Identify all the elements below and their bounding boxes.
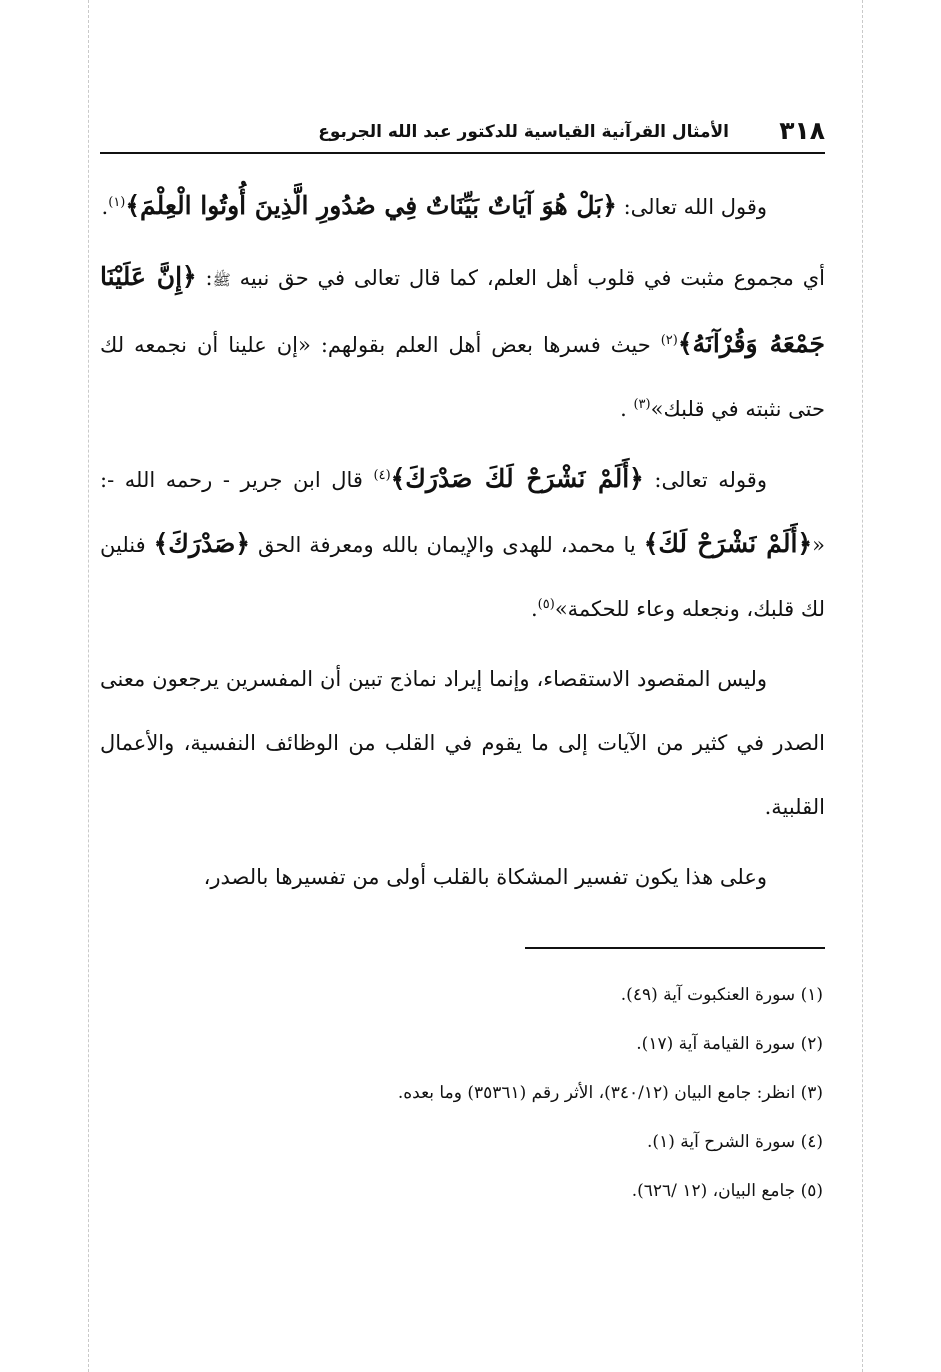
- footnote: (٢) سورة القيامة آية (١٧).: [636, 1034, 823, 1054]
- paragraph-text: .: [101, 195, 109, 219]
- paragraph: وليس المقصود الاستقصاء، وإنما إيراد نماذج تبين أن المفسرين يرجعون معنى الصدر في كثير من الآيات إلى ما يقوم في القلب من الوظائف النفسية، والأعمال القلبية.: [100, 667, 825, 819]
- paragraph-text: .: [530, 597, 538, 621]
- page-number: ٣١٨: [779, 116, 825, 145]
- footnote: (٤) سورة الشرح آية (١).: [647, 1132, 823, 1152]
- scan-fold-line: [862, 0, 863, 1372]
- book-page: [100, 112, 825, 1216]
- footnote-separator: [525, 947, 825, 949]
- footnote: (٣) انظر: جامع البيان (٣٤٠/١٢)، الأثر رقم (٣٥٣٦١) وما بعده.: [397, 1083, 823, 1103]
- footnote-ref: (٢): [660, 333, 678, 348]
- paragraph: وعلى هذا يكون تفسير المشكاة بالقلب أولى من تفسيرها بالصدر،: [203, 865, 767, 889]
- footnote: (١) سورة العنكبوت آية (٤٩).: [620, 985, 823, 1005]
- quran-verse: ﴿أَلَمْ نَشْرَحْ لَكَ صَدْرَكَ﴾: [390, 464, 644, 493]
- quran-verse: ﴿بَلْ هُوَ آيَاتٌ بَيِّنَاتٌ فِي صُدُورِ الَّذِينَ أُوتُوا الْعِلْمَ﴾: [125, 191, 617, 220]
- salawat-symbol: ﷺ: [212, 271, 231, 289]
- quran-verse: ﴿صَدْرَكَ﴾: [153, 529, 250, 558]
- footnote-ref: (١): [108, 195, 126, 210]
- paragraph-text: أي مجموع مثبت في قلوب أهل العلم، كما قال تعالى في حق نبيه: [230, 266, 825, 290]
- paragraph: [100, 174, 825, 239]
- paragraph-text: وقول الله تعالى:: [616, 195, 767, 219]
- paragraph-text: قال ابن جرير - رحمه الله -: «: [100, 468, 825, 557]
- paragraph-text: يا محمد، للهدى والإيمان بالله ومعرفة الحق: [249, 533, 644, 557]
- body-text: [100, 174, 825, 909]
- paragraph-text: وقوله تعالى:: [643, 468, 767, 492]
- paragraph-text: :: [196, 266, 213, 290]
- footnote-ref: (٤): [373, 468, 391, 483]
- quran-verse: ﴿أَلَمْ نَشْرَحْ لَكَ﴾: [643, 529, 813, 558]
- paragraph-text: .: [620, 397, 634, 421]
- footnote: (٥) جامع البيان، (١٢ /٦٢٦).: [631, 1181, 823, 1201]
- running-title: الأمثال القرآنية القياسية للدكتور عبد الله الجربوع: [318, 122, 729, 142]
- paragraph: [100, 447, 825, 641]
- paragraph-text: فنلين لك قلبك، ونجعله وعاء للحكمة»: [100, 533, 825, 621]
- footnote-ref: (٣): [633, 397, 651, 412]
- quran-verse: ﴿إِنَّ عَلَيْنَا جَمْعَهُ وَقُرْآنَهُ﴾: [100, 262, 825, 358]
- scan-fold-line: [88, 0, 89, 1372]
- footnotes-list: [100, 971, 825, 1216]
- running-header: [100, 112, 825, 154]
- paragraph-text: حيث فسرها بعض أهل العلم بقولهم: «إن علينا أن نجمعه لك حتى نثبته في قلبك»: [100, 333, 825, 421]
- footnote-ref: (٥): [537, 597, 555, 612]
- paragraph: [100, 245, 825, 441]
